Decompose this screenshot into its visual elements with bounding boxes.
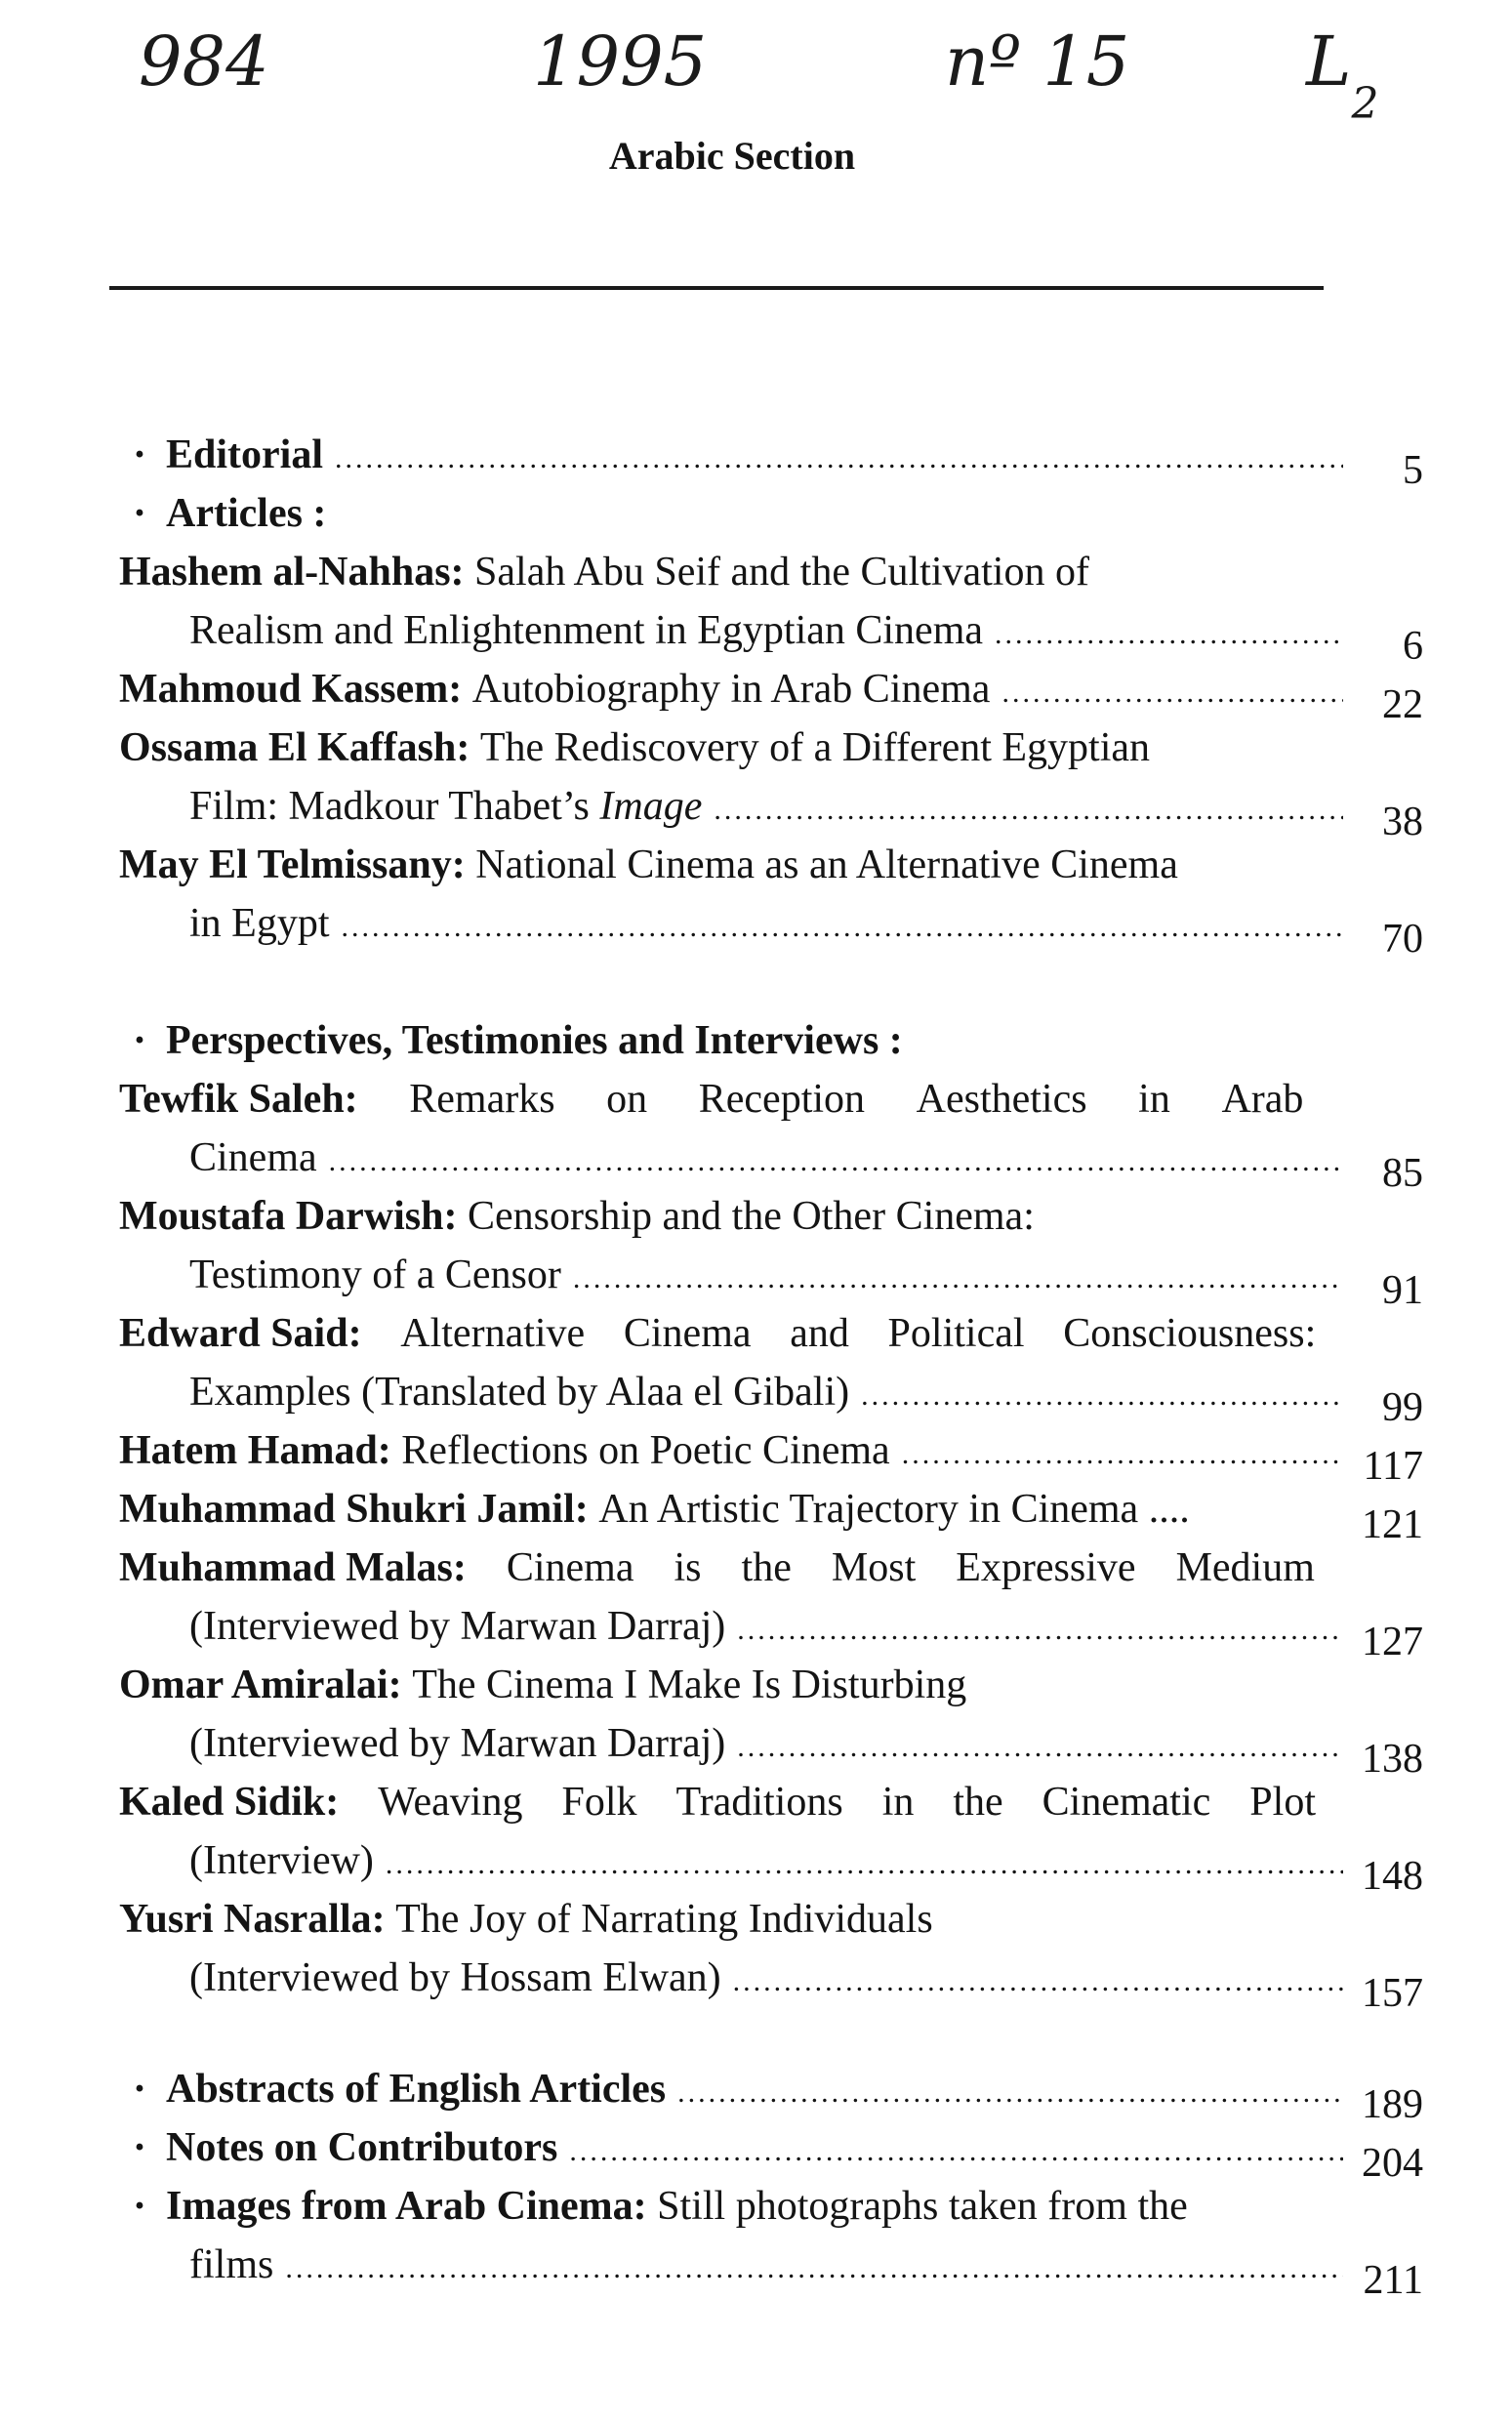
title-rule <box>109 286 1324 290</box>
entry-title-word: Plot <box>1249 1780 1316 1825</box>
entry-title: Salah Abu Seif and the Cultivation of <box>474 550 1089 595</box>
dot-leader <box>737 1601 1343 1660</box>
entry-title: The Joy of Narrating Individuals <box>395 1897 933 1942</box>
page-number: 204 <box>1362 2141 1423 2186</box>
page-number: 6 <box>1403 624 1423 669</box>
section-heading-articles <box>119 484 1423 543</box>
toc-entry[interactable] <box>119 1539 1423 1664</box>
toc-entry[interactable] <box>119 660 1423 727</box>
entry-subtitle: Still photographs taken from the <box>657 2184 1188 2229</box>
entry-title: National Cinema as an Alternative Cinema <box>475 842 1178 887</box>
dot-leader <box>902 1425 1343 1484</box>
entry-title-word: Cinema <box>506 1545 634 1590</box>
dot-leader <box>861 1367 1343 1425</box>
entry-title-word: Alternative <box>400 1311 586 1356</box>
toc-entry[interactable] <box>119 1480 1423 1547</box>
entry-title-word: the <box>741 1545 792 1590</box>
toc-entry[interactable] <box>119 1773 1423 1899</box>
entry-title: Reflections on Poetic Cinema <box>401 1428 890 1473</box>
dot-leader <box>1001 664 1343 722</box>
entry-title: Abstracts of English Articles <box>166 2067 667 2112</box>
toc-entry[interactable] <box>119 719 1423 844</box>
entry-title-word: Folk <box>561 1780 637 1825</box>
handwritten-code: 984 <box>139 21 269 102</box>
entry-author: Kaled Sidik: <box>119 1780 340 1825</box>
page-number: 138 <box>1362 1737 1423 1782</box>
page-number: 99 <box>1382 1385 1423 1430</box>
entry-title-word: is <box>674 1545 702 1590</box>
toc-entry[interactable] <box>119 1070 1423 1196</box>
page-number: 189 <box>1362 2082 1423 2127</box>
toc-entry-editorial[interactable] <box>119 426 1423 493</box>
toc-entry[interactable] <box>119 836 1423 962</box>
entry-title-continued: Testimony of a Censor <box>189 1253 561 1297</box>
handwritten-issue: nº 15 <box>945 21 1130 102</box>
entry-author: Moustafa Darwish: <box>119 1194 458 1239</box>
toc-entry[interactable] <box>119 1187 1423 1313</box>
dot-leader <box>995 605 1343 664</box>
entry-title-word: Cinematic <box>1042 1780 1211 1825</box>
entry-title-continued: Film: Madkour Thabet’s <box>189 784 590 829</box>
entry-title: Notes on Contributors <box>166 2125 558 2170</box>
dot-leader <box>714 781 1343 840</box>
entry-title-word: Aesthetics <box>916 1077 1087 1122</box>
entry-title-continued: (Interviewed by Marwan Darraj) <box>189 1721 726 1766</box>
toc-entry-abstracts[interactable] <box>119 2060 1423 2127</box>
dot-leader <box>342 898 1344 957</box>
toc-entry[interactable] <box>119 543 1423 669</box>
handwritten-year: 1995 <box>533 21 708 102</box>
toc-entry-notes[interactable] <box>119 2118 1423 2186</box>
entry-title-word: Expressive <box>956 1545 1136 1590</box>
entry-title-word: in <box>1138 1077 1170 1122</box>
entry-author: Muhammad Malas: <box>119 1545 467 1590</box>
toc-entry-images[interactable] <box>119 2177 1423 2303</box>
entry-title-continued: Realism and Enlightenment in Egyptian Cinema <box>189 608 984 653</box>
section-heading-label: Perspectives, Testimonies and Interviews : <box>166 1018 903 1063</box>
entry-title-word: Consciousness: <box>1063 1311 1317 1356</box>
entry-author: Hatem Hamad: <box>119 1428 391 1473</box>
page-number: 22 <box>1382 682 1423 727</box>
dot-leader <box>677 2064 1343 2122</box>
entry-title-word: the <box>953 1780 1003 1825</box>
entry-title-word: Reception <box>698 1077 866 1122</box>
page-number: 157 <box>1362 1971 1423 2016</box>
entry-title-word: Medium <box>1175 1545 1315 1590</box>
entry-title-continued: (Interviewed by Marwan Darraj) <box>189 1604 726 1649</box>
dot-leader <box>386 1835 1343 1894</box>
page-number: 211 <box>1363 2258 1423 2303</box>
table-of-contents <box>119 426 1423 2303</box>
entry-title: The Rediscovery of a Different Egyptian <box>479 725 1151 770</box>
entry-author: Muhammad Shukri Jamil: <box>119 1487 589 1532</box>
dot-leader <box>737 1718 1343 1777</box>
entry-title: Censorship and the Other Cinema: <box>467 1194 1035 1239</box>
entry-title-word: Most <box>831 1545 917 1590</box>
page-number: 121 <box>1362 1502 1423 1547</box>
entry-author: Mahmoud Kassem: <box>119 667 463 712</box>
dot-leader <box>335 430 1343 488</box>
spacer <box>119 2007 1423 2060</box>
bullet-icon: · <box>133 1018 147 1063</box>
entry-title: The Cinema I Make Is Disturbing <box>412 1663 967 1707</box>
entry-author: Ossama El Kaffash: <box>119 725 470 770</box>
section-title: Arabic Section <box>608 134 856 178</box>
bullet-icon: · <box>133 2125 147 2170</box>
entry-title: An Artistic Trajectory in Cinema .... <box>598 1487 1190 1532</box>
section-heading-perspectives <box>119 1011 1423 1070</box>
page-number: 38 <box>1382 800 1423 844</box>
entry-title-italic: Image <box>599 784 703 829</box>
toc-entry[interactable] <box>119 1890 1423 2016</box>
entry-title-continued: in Egypt <box>189 901 330 946</box>
page-number: 70 <box>1382 917 1423 962</box>
entry-title: Autobiography in Arab Cinema <box>471 667 991 712</box>
entry-title: Images from Arab Cinema: <box>166 2184 647 2229</box>
entry-title-word: on <box>606 1077 648 1122</box>
entry-title-continued: Cinema <box>189 1135 317 1180</box>
entry-title-word: Arab <box>1221 1077 1304 1122</box>
page-number: 117 <box>1363 1444 1423 1489</box>
page-number: 85 <box>1382 1151 1423 1196</box>
entry-title-continued: (Interview) <box>189 1838 374 1883</box>
bullet-icon: · <box>133 2067 147 2112</box>
entry-title-continued: Examples (Translated by Alaa el Gibali) <box>189 1370 850 1415</box>
entry-title: Editorial <box>166 432 324 477</box>
bullet-icon: · <box>133 432 147 477</box>
entry-title-word: Cinema <box>623 1311 752 1356</box>
entry-title-word: Remarks <box>409 1077 555 1122</box>
entry-author: Hashem al-Nahhas: <box>119 550 465 595</box>
dot-leader <box>569 2122 1343 2181</box>
section-heading-label: Articles : <box>166 491 327 536</box>
dot-leader <box>573 1250 1343 1308</box>
dot-leader <box>329 1132 1343 1191</box>
spacer <box>119 953 1423 1011</box>
entry-title-continued: films <box>189 2242 274 2287</box>
toc-entry[interactable] <box>119 1304 1423 1430</box>
entry-author: Tewfik Saleh: <box>119 1077 358 1122</box>
toc-entry[interactable] <box>119 1656 1423 1782</box>
page-number: 127 <box>1362 1620 1423 1664</box>
entry-title-word: Political <box>887 1311 1025 1356</box>
bullet-icon: · <box>133 491 147 536</box>
bullet-icon: · <box>133 2184 147 2229</box>
toc-entry[interactable] <box>119 1421 1423 1489</box>
page-number: 148 <box>1362 1854 1423 1899</box>
entry-title-word: Traditions <box>675 1780 843 1825</box>
entry-author: Edward Said: <box>119 1311 362 1356</box>
page-number: 5 <box>1403 448 1423 493</box>
handwritten-mark: $L_2$ <box>1306 21 1379 129</box>
page-number: 91 <box>1382 1268 1423 1313</box>
entry-title-word: Weaving <box>378 1780 523 1825</box>
dot-leader <box>285 2239 1343 2298</box>
entry-author: Omar Amiralai: <box>119 1663 402 1707</box>
entry-title-word: and <box>790 1311 849 1356</box>
entry-author: May El Telmissany: <box>119 842 466 887</box>
entry-title-word: in <box>881 1780 915 1825</box>
dot-leader <box>733 1952 1343 2011</box>
entry-title-continued: (Interviewed by Hossam Elwan) <box>189 1955 721 2000</box>
entry-author: Yusri Nasralla: <box>119 1897 386 1942</box>
